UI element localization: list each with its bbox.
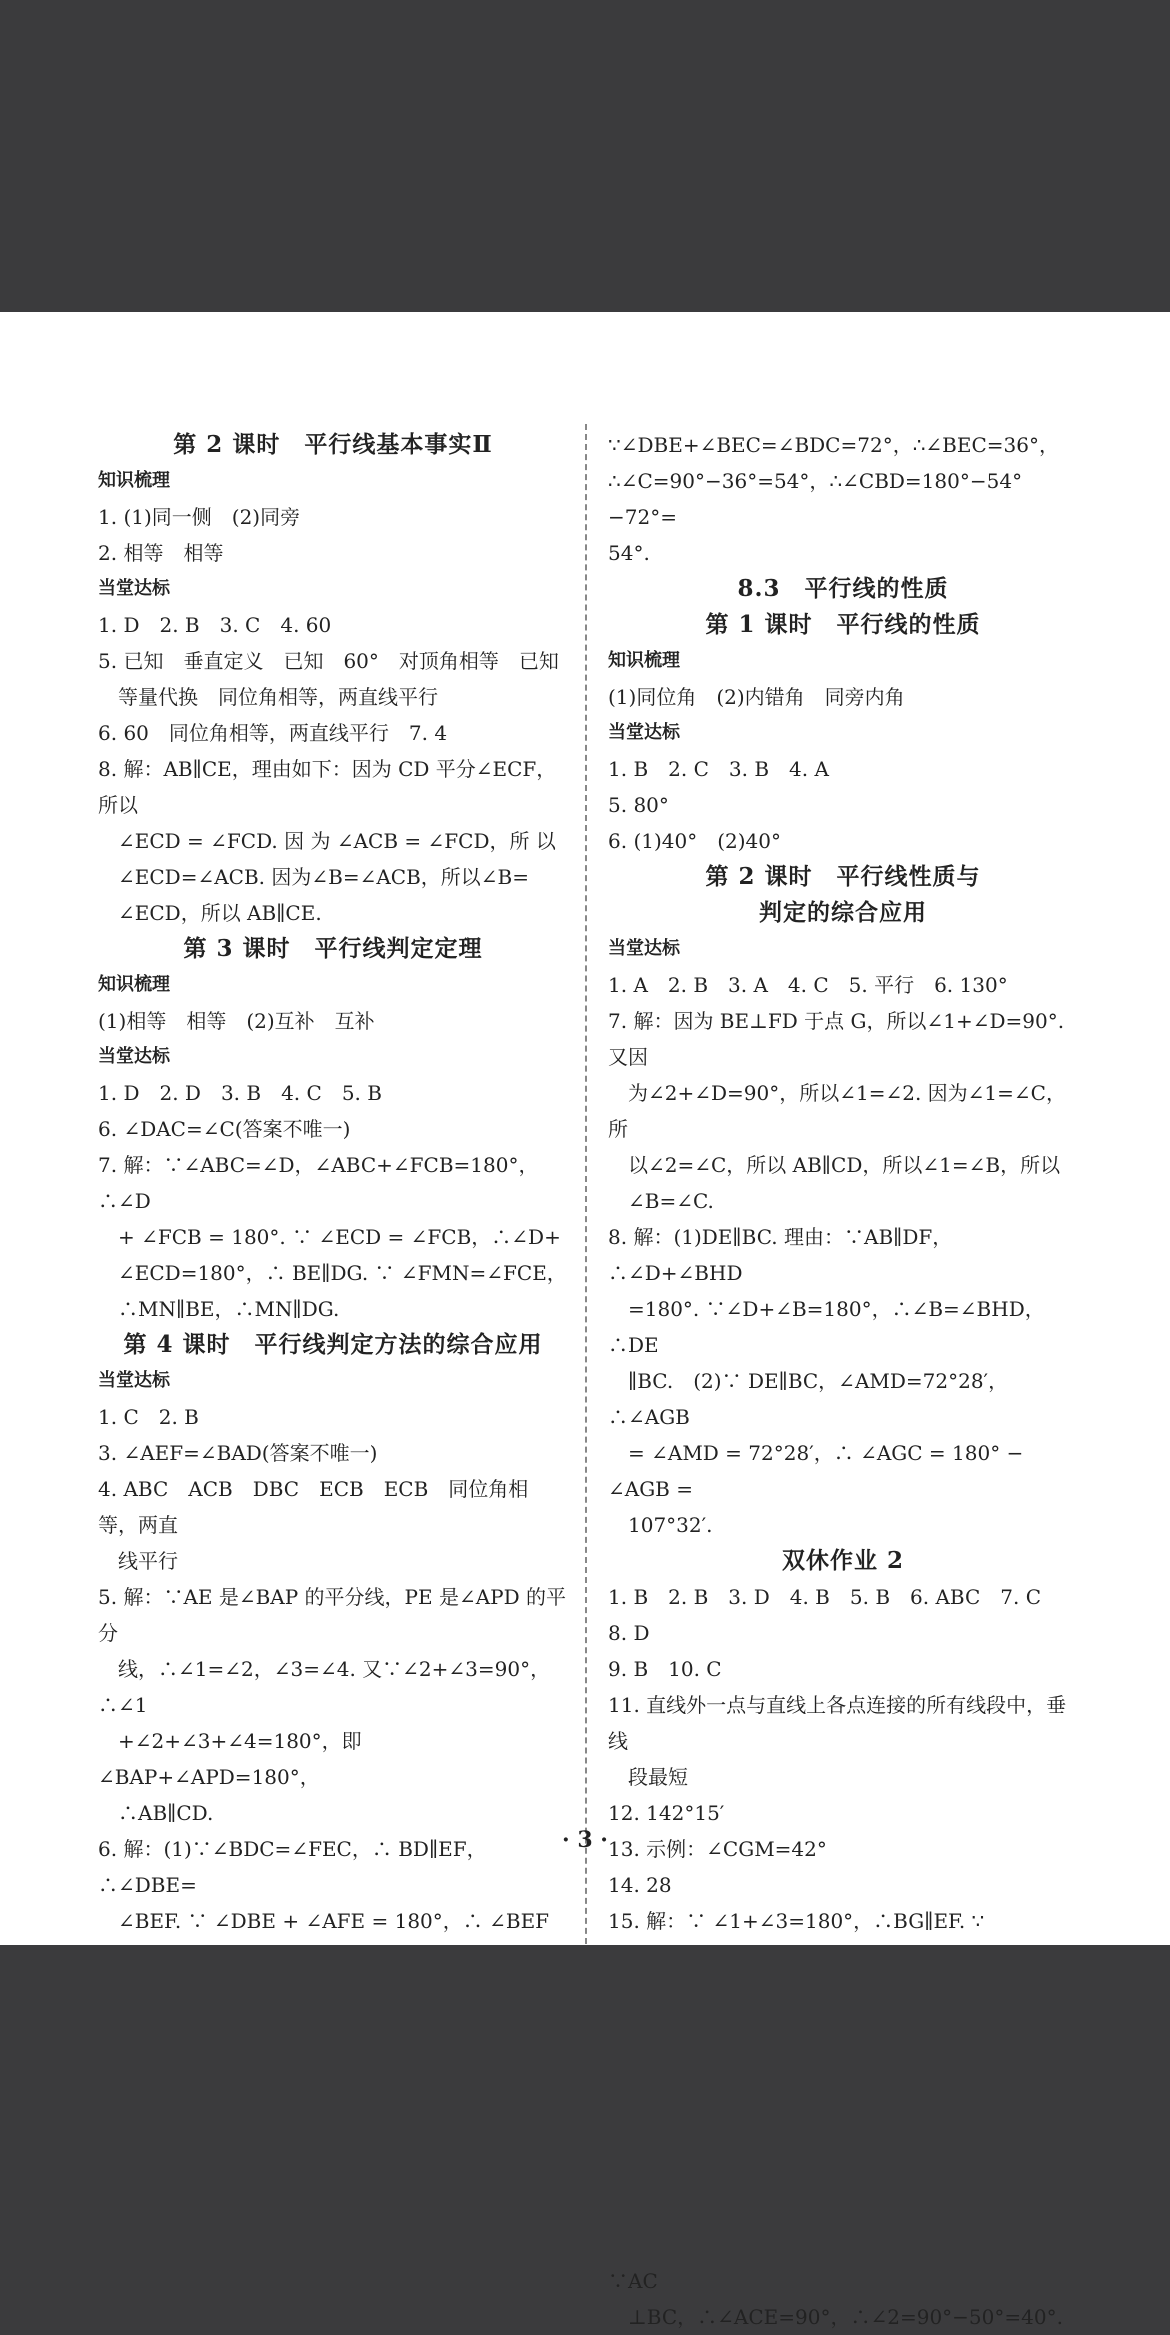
section-heading: 8.3 平行线的性质 (737, 575, 949, 602)
answer-line: 5. 解：∵AE 是∠BAP 的平分线，PE 是∠APD 的平分 (98, 1585, 567, 1645)
bottom-dark-bar (0, 1945, 1170, 2259)
answer-line: 15. 解：∵ ∠1+∠3=180°，∴BG∥EF. ∵ (608, 1909, 985, 1933)
section-heading: 第 2 课时 平行线性质与 (705, 863, 981, 890)
answer-line: 1. C 2. B (98, 1405, 199, 1429)
answer-line: 5. 已知 垂直定义 已知 60° 对顶角相等 已知 (98, 649, 559, 673)
answer-line: (1)同位角 (2)内错角 同旁内角 (608, 685, 905, 709)
answer-line: ∠ECD=180°，∴ BE∥DG. ∵ ∠FMN=∠FCE， (98, 1261, 567, 1285)
answer-line: 3. ∠AEF=∠BAD(答案不唯一) (98, 1441, 378, 1465)
section-heading: 双休作业 2 (781, 1547, 904, 1574)
section-heading: 第 1 课时 平行线的性质 (705, 611, 981, 638)
answer-line: 6. 60 同位角相等，两直线平行 7. 4 (98, 721, 448, 745)
subsection-heading: 知识梳理 (608, 650, 680, 671)
answer-line: 107°32′. (608, 1513, 713, 1537)
answer-line: = ∠AMD = 72°28′，∴ ∠AGC = 180° − ∠AGB = (608, 1441, 1024, 1501)
answer-line: ∠ECD=∠ACB. 因为∠B=∠ACB，所以∠B= (98, 865, 529, 889)
subsection-heading: 知识梳理 (98, 974, 170, 995)
answer-line: 1. (1)同一侧 (2)同旁 (98, 505, 301, 529)
top-dark-bar (0, 0, 1170, 312)
section-heading: 第 3 课时 平行线判定定理 (183, 935, 483, 962)
answer-line: 54°. (608, 541, 650, 565)
section-heading: 第 4 课时 平行线判定方法的综合应用 (123, 1331, 543, 1358)
answer-line: 1. D 2. D 3. B 4. C 5. B (98, 1081, 382, 1105)
answer-line: 12. 142°15′ (608, 1801, 725, 1825)
answer-line: 1. B 2. C 3. B 4. A (608, 757, 829, 781)
answer-line: ∴AB∥CD. (98, 1801, 214, 1825)
answer-line: 6. (1)40° (2)40° (608, 829, 781, 853)
answer-line: 7. 解：∵∠ABC=∠D，∠ABC+∠FCB=180°，∴∠D (98, 1153, 539, 1213)
subsection-heading: 知识梳理 (98, 470, 170, 491)
answer-line: (1)相等 相等 (2)互补 互补 (98, 1009, 375, 1033)
answer-line: ∵AC (608, 2269, 658, 2293)
answer-line: + ∠FCB = 180°. ∵ ∠ECD = ∠FCB，∴∠D+ (98, 1225, 561, 1249)
page-number: · 3 · (562, 1827, 608, 1853)
answer-line: 线平行 (98, 1549, 178, 1573)
answer-line: 为∠2+∠D=90°，所以∠1=∠2. 因为∠1=∠C，所 (608, 1081, 1066, 1141)
answer-line: ∠BEF. ∵ ∠DBE + ∠AFE = 180°，∴ ∠BEF (117, 1909, 550, 1933)
section-heading: 判定的综合应用 (759, 899, 927, 926)
answer-line: 以∠2=∠C，所以 AB∥CD，所以∠1=∠B，所以 (608, 1153, 1061, 1177)
subsection-heading: 当堂达标 (98, 1370, 170, 1391)
column-divider (585, 424, 587, 1964)
answer-line: ∠ECD = ∠FCD. 因 为 ∠ACB = ∠FCD，所 以 (98, 829, 556, 853)
answer-line: ∠B=∠C. (608, 1189, 714, 1213)
answer-line: 8. 解：AB∥CE，理由如下：因为 CD 平分∠ECF，所以 (98, 757, 557, 817)
answer-line: ⊥BC，∴∠ACE=90°，∴∠2=90°−50°=40°. (608, 2305, 1063, 2329)
answer-line: 2. 相等 相等 (98, 541, 224, 565)
answer-line: 7. 解：因为 BE⊥FD 于点 G，所以∠1+∠D=90°. 又因 (608, 1009, 1065, 1069)
answer-line: 线，∴∠1=∠2，∠3=∠4. 又∵∠2+∠3=90°，∴∠1 (98, 1657, 551, 1717)
answer-line: 14. 28 (608, 1873, 672, 1897)
answer-line: ∥BC. (2)∵ DE∥BC，∠AMD=72°28′，∴∠AGB (608, 1369, 1009, 1429)
answer-line: +∠2+∠3+∠4=180°，即∠BAP+∠APD=180°， (98, 1729, 362, 1789)
answer-line: 1. B 2. B 3. D 4. B 5. B 6. ABC 7. C 8. D (608, 1585, 1062, 1645)
answer-line: 11. 直线外一点与直线上各点连接的所有线段中，垂线 (608, 1693, 1067, 1753)
document-page (0, 312, 1170, 2329)
answer-line: 6. 解：(1)∵∠BDC=∠FEC，∴ BD∥EF，∴∠DBE= (98, 1837, 487, 1897)
subsection-heading: 当堂达标 (98, 1046, 170, 1067)
answer-line: =180°. ∵∠D+∠B=180°，∴∠B=∠BHD，∴DE (608, 1297, 1045, 1357)
answer-line: ∵∠DBE+∠BEC=∠BDC=72°，∴∠BEC=36°， (608, 433, 1059, 457)
section-heading: 第 2 课时 平行线基本事实Ⅱ (173, 431, 493, 458)
answer-line: 9. B 10. C (608, 1657, 722, 1681)
answer-line: 等量代换 同位角相等，两直线平行 (98, 685, 438, 709)
answer-line: 5. 80° (608, 793, 669, 817)
answer-line: 13. 示例：∠CGM=42° (608, 1837, 827, 1861)
answer-line: 4. ABC ACB DBC ECB ECB 同位角相等，两直 (98, 1477, 529, 1537)
answer-line: 1. A 2. B 3. A 4. C 5. 平行 6. 130° (608, 973, 1008, 997)
answer-line: ∴MN∥BE，∴MN∥DG. (98, 1297, 340, 1321)
subsection-heading: 当堂达标 (608, 722, 680, 743)
answer-line: 6. ∠DAC=∠C(答案不唯一) (98, 1117, 351, 1141)
answer-line: ∠ECD，所以 AB∥CE. (98, 901, 322, 925)
subsection-heading: 当堂达标 (98, 578, 170, 599)
subsection-heading: 当堂达标 (608, 938, 680, 959)
answer-line: 段最短 (608, 1765, 688, 1789)
answer-line: ∴∠C=90°−36°=54°，∴∠CBD=180°−54°−72°= (608, 469, 1023, 529)
answer-line: 1. D 2. B 3. C 4. 60 (98, 613, 332, 637)
answer-line: 8. 解：(1)DE∥BC. 理由：∵AB∥DF，∴∠D+∠BHD (608, 1225, 953, 1285)
